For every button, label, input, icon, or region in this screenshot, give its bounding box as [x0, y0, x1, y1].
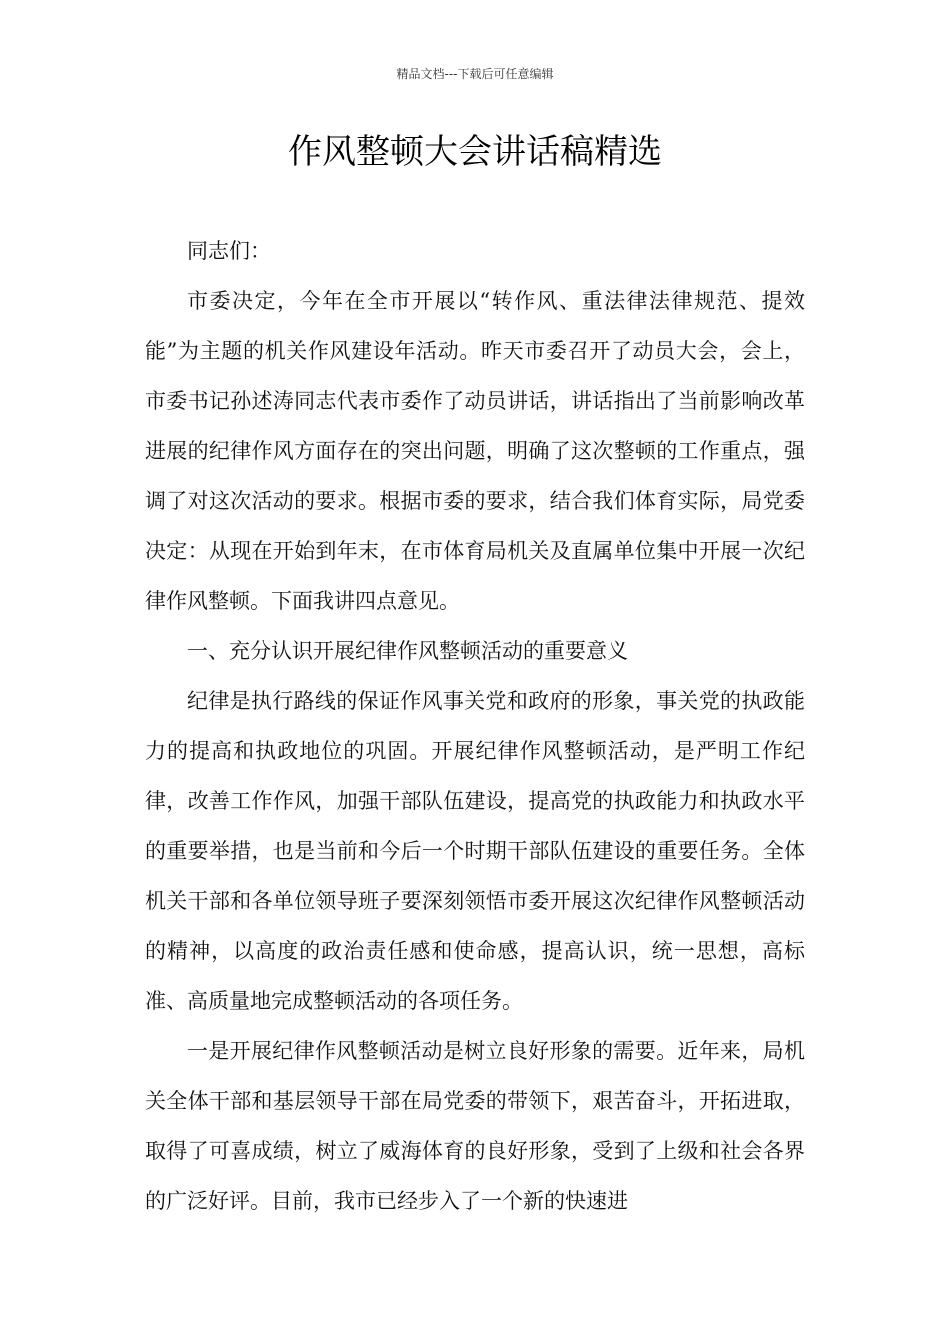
paragraph: 一是开展纪律作风整顿活动是树立良好形象的需要。近年来，局机关全体干部和基层领导干部在局党委的带领下，艰苦奋斗，开拓进取，取得了可喜成绩，树立了威海体育的良好形象，受到了上级和社会各界的广泛好评。目前，我市已经步入了一个新的快速进 — [145, 1039, 805, 1213]
salutation: 同志们： — [187, 239, 271, 263]
document-title: 作风整顿大会讲话稿精选 — [288, 132, 662, 172]
paragraph: 市委决定，今年在全市开展以“转作风、重法律法律规范、提效能”为主题的机关作风建设年活动。昨天市委召开了动员大会，会上，市委书记孙述涛同志代表市委作了动员讲话，讲话指出了当前影响改革进展的纪律作风方面存在的突出问题，明确了这次整顿的工作重点，强调了对这次活动的要求。根据市委的要求，结合我们体育实际，局党委决定：从现在开始到年末，在市体育局机关及直属单位集中开展一次纪律作风整顿。下面我讲四点意见。 — [145, 289, 805, 613]
document-body — [145, 226, 805, 1226]
section-heading: 一、充分认识开展纪律作风整顿活动的重要意义 — [187, 639, 628, 663]
paragraph: 纪律是执行路线的保证作风事关党和政府的形象，事关党的执政能力的提高和执政地位的巩固。开展纪律作风整顿活动，是严明工作纪律，改善工作作风，加强干部队伍建设，提高党的执政能力和执政水平的重要举措，也是当前和今后一个时期干部队伍建设的重要任务。全体机关干部和各单位领导班子要深刻领悟市委开展这次纪律作风整顿活动的精神，以高度的政治责任感和使命感，提高认识，统一思想，高标准、高质量地完成整顿活动的各项任务。 — [145, 689, 805, 1013]
page-header: 精品文档---下载后可任意编辑 — [396, 67, 554, 81]
